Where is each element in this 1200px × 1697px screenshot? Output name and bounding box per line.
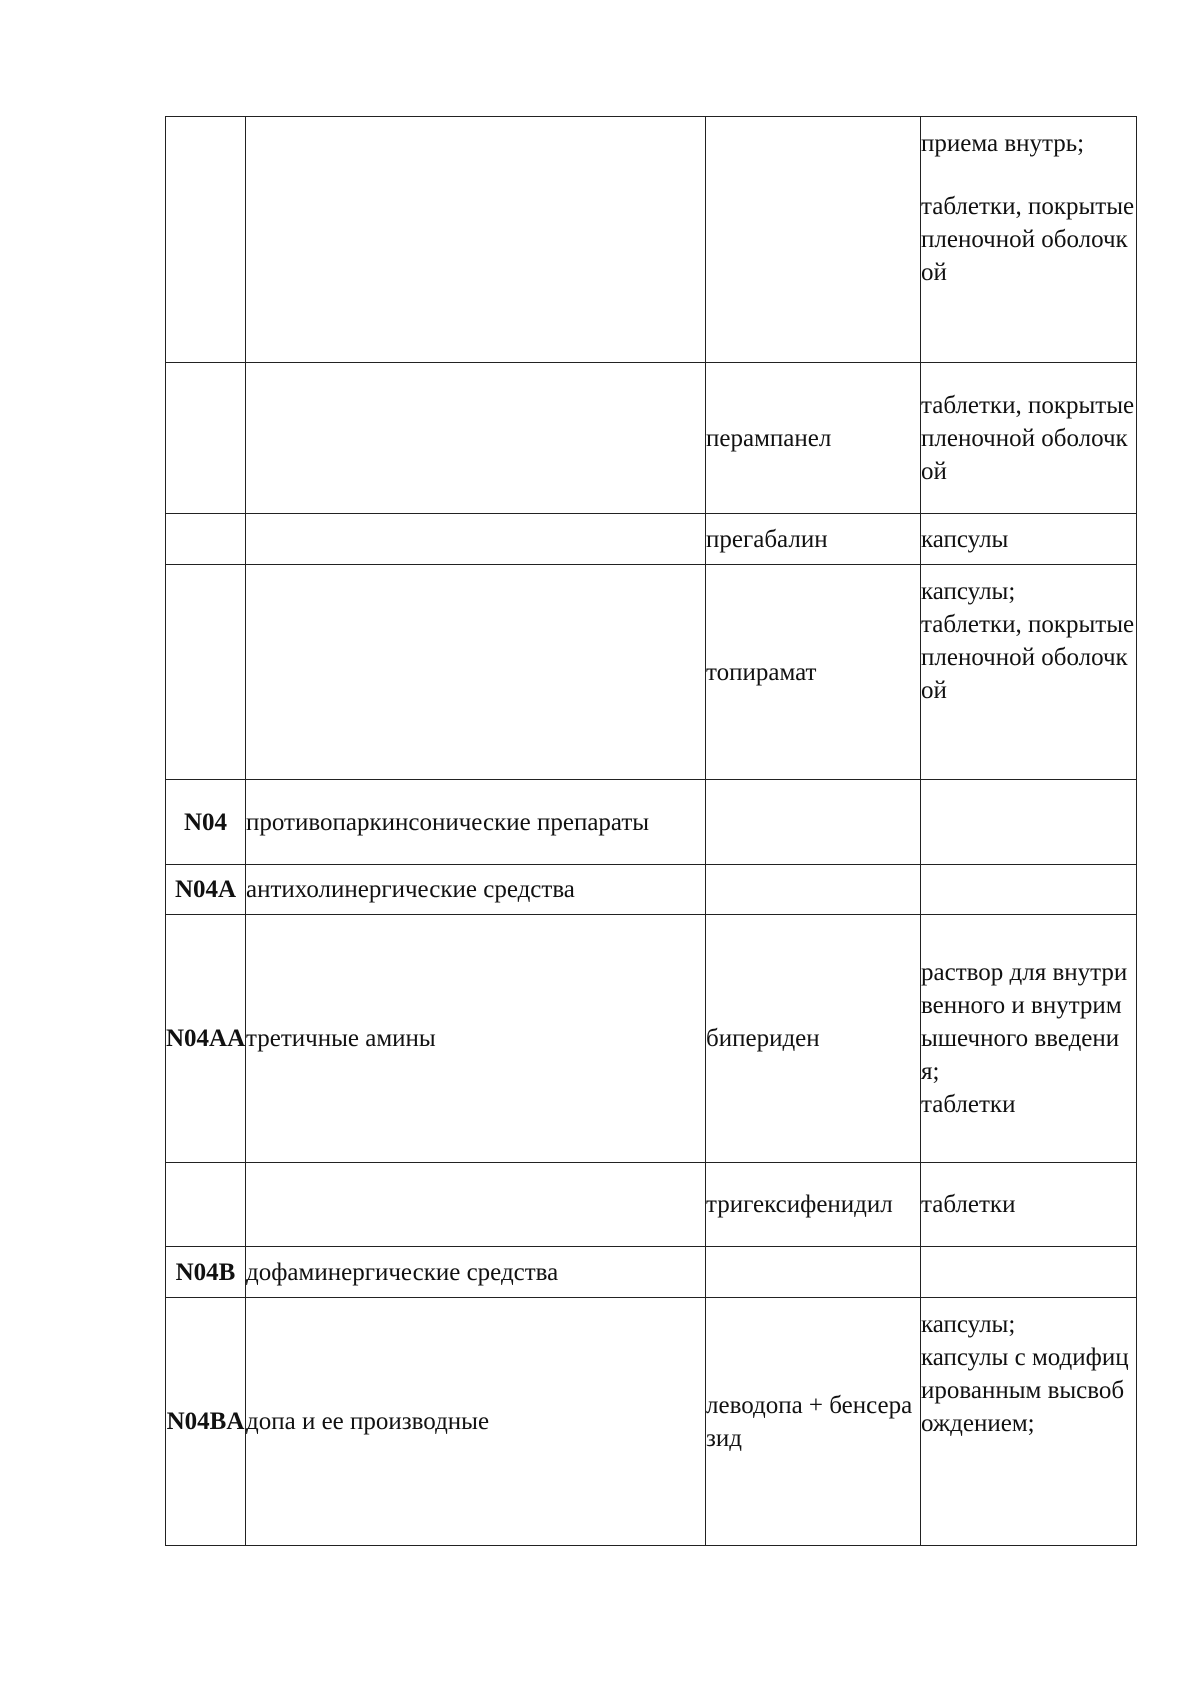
atc-group-cell	[246, 1163, 706, 1247]
dosage-form-text: таблетки, покрытые пленочной оболочкой	[921, 391, 1135, 485]
atc-code-cell: N04BA	[166, 1298, 246, 1546]
dosage-form-text: капсулы;	[921, 578, 1016, 605]
dosage-form-text: приема внутрь;	[921, 130, 1085, 157]
dosage-form-cell	[921, 1298, 1137, 1546]
dosage-form-text: капсулы с модифицированным высвобождением;	[921, 1344, 1129, 1437]
table-row	[166, 514, 1137, 565]
atc-code-cell: N04AA	[166, 915, 246, 1163]
drug-name-cell	[706, 865, 921, 915]
dosage-form-cell	[921, 117, 1137, 363]
atc-code-cell	[166, 117, 246, 363]
atc-code-cell: N04	[166, 780, 246, 865]
table-row	[166, 363, 1137, 514]
atc-code-cell: N04A	[166, 865, 246, 915]
table-row	[166, 1298, 1137, 1546]
dosage-form-cell	[921, 780, 1137, 865]
drug-table	[165, 116, 1137, 1546]
table-row	[166, 780, 1137, 865]
drug-name-cell	[706, 117, 921, 363]
drug-name-cell: прегабалин	[706, 514, 921, 565]
atc-group-cell	[246, 565, 706, 780]
dosage-form-cell	[921, 363, 1137, 514]
drug-name-cell: бипериден	[706, 915, 921, 1163]
atc-code-cell	[166, 565, 246, 780]
drug-name-cell: тригексифенидил	[706, 1163, 921, 1247]
dosage-form-cell	[921, 1247, 1137, 1298]
table-row	[166, 865, 1137, 915]
dosage-form-cell	[921, 1163, 1137, 1247]
drug-name-cell	[706, 780, 921, 865]
table-row	[166, 117, 1137, 363]
dosage-form-text: таблетки	[921, 1191, 1016, 1218]
atc-code-cell	[166, 363, 246, 514]
drug-name-cell: леводопа + бенсеразид	[706, 1298, 921, 1546]
dosage-form-cell	[921, 565, 1137, 780]
table-row	[166, 1163, 1137, 1247]
drug-name-cell: перампанел	[706, 363, 921, 514]
atc-group-cell: противопаркинсонические препараты	[246, 780, 706, 865]
dosage-form-text: капсулы;	[921, 1311, 1016, 1338]
dosage-form-text: таблетки, покрытые пленочной оболочкой	[921, 193, 1135, 286]
atc-group-cell	[246, 363, 706, 514]
atc-group-cell	[246, 117, 706, 363]
dosage-form-cell	[921, 865, 1137, 915]
dosage-form-text: раствор для внутривенного и внутримышечного введения;	[921, 959, 1128, 1085]
atc-group-cell	[246, 514, 706, 565]
table-row	[166, 1247, 1137, 1298]
atc-group-cell: допа и ее производные	[246, 1298, 706, 1546]
atc-code-cell	[166, 514, 246, 565]
atc-group-cell: третичные амины	[246, 915, 706, 1163]
dosage-form-cell	[921, 514, 1137, 565]
dosage-form-text: таблетки, покрытые пленочной оболочкой	[921, 611, 1135, 704]
dosage-form-text: таблетки	[921, 1091, 1016, 1118]
table-row	[166, 915, 1137, 1163]
table-row	[166, 565, 1137, 780]
drug-name-cell	[706, 1247, 921, 1298]
atc-group-cell: дофаминергические средства	[246, 1247, 706, 1298]
dosage-form-text: капсулы	[921, 525, 1009, 553]
dosage-form-spacer	[921, 160, 1136, 190]
atc-group-cell: антихолинергические средства	[246, 865, 706, 915]
dosage-form-cell	[921, 915, 1137, 1163]
atc-code-cell	[166, 1163, 246, 1247]
atc-code-cell: N04B	[166, 1247, 246, 1298]
drug-name-cell: топирамат	[706, 565, 921, 780]
